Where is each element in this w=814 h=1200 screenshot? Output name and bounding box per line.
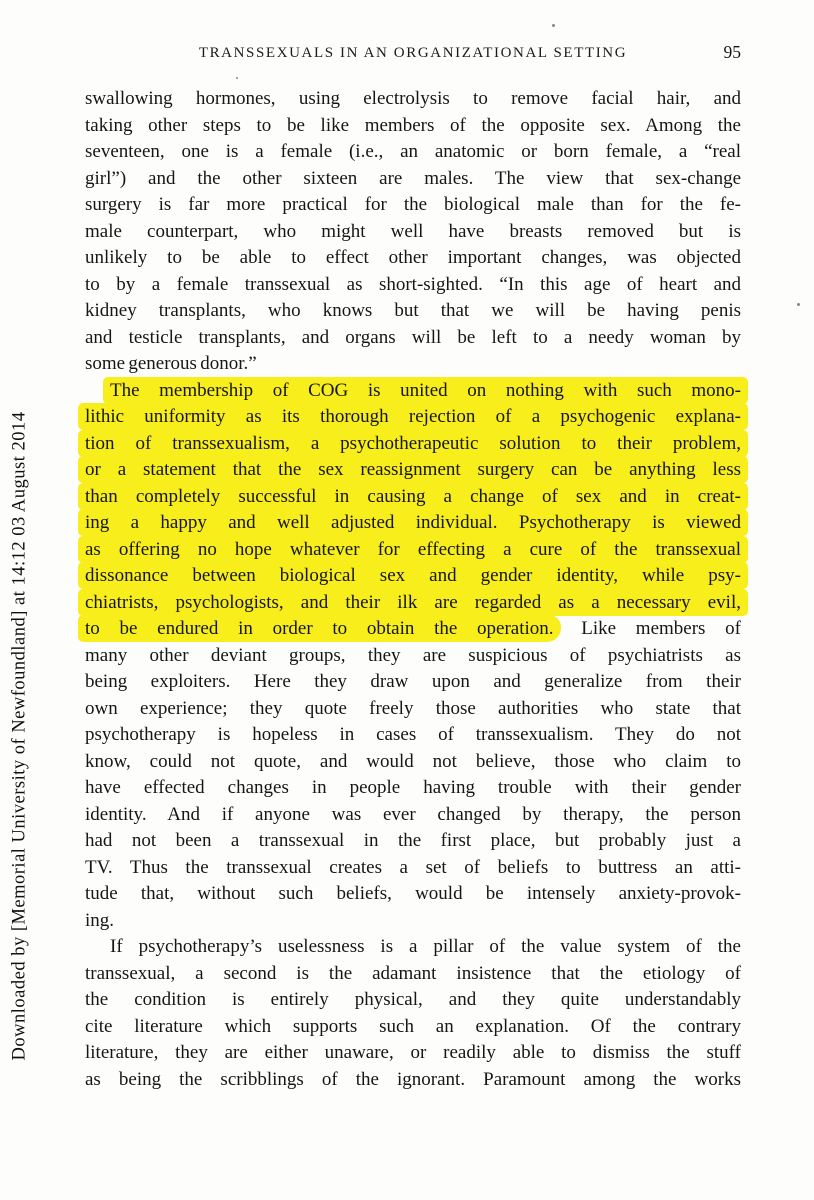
highlight: as offering no hope whatever for effecting a cure of the transsexual xyxy=(78,536,748,563)
text-line: and testicle transplants, and organs will be left to a needy woman by xyxy=(85,326,741,348)
text-line xyxy=(85,537,741,564)
text-line: seventeen, one is a female (i.e., an anatomic or born female, a “real xyxy=(85,141,741,162)
text-line: taking other steps to be like members of the opposite sex. Among the xyxy=(85,114,741,136)
text-line xyxy=(85,457,741,484)
text-line: TV. Thus the transsexual creates a set of beliefs to buttress an atti- xyxy=(85,856,741,878)
text-line: many other deviant groups, they are suspicious of psychiatrists as xyxy=(85,644,741,666)
text-line: transsexual, a second is the adamant insistence that the etiology of xyxy=(85,962,741,984)
download-watermark: Downloaded by [Memorial University of Newfoundland] at 14:12 03 August 2014 xyxy=(9,411,30,1061)
highlight: or a statement that the sex reassignment surgery can be anything less xyxy=(78,456,748,483)
highlight: ing a happy and well adjusted individual. Psychotherapy is viewed xyxy=(78,509,748,536)
text-line: the condition is entirely physical, and they quite understandably xyxy=(85,989,741,1010)
text-line: swallowing hormones, using electrolysis to remove facial hair, and xyxy=(85,88,741,109)
text-line xyxy=(85,378,741,405)
text-line: to by a female transsexual as short-sighted. “In this age of heart and xyxy=(85,273,741,295)
running-head: TRANSSEXUALS IN AN ORGANIZATIONAL SETTING xyxy=(198,45,628,61)
page-number: 95 xyxy=(723,42,741,62)
text-line: had not been a transsexual in the first place, but probably just a xyxy=(85,830,741,851)
highlight: dissonance between biological sex and gender identity, while psy- xyxy=(78,562,748,589)
text-line xyxy=(85,590,741,617)
text-line: unlikely to be able to effect other important changes, was objected xyxy=(85,247,741,268)
scan-speck xyxy=(552,24,555,27)
text-line: surgery is far more practical for the biological male than for the fe- xyxy=(85,194,741,215)
text-line: psychotherapy is hopeless in cases of transsexualism. They do not xyxy=(85,724,741,745)
highlight: lithic uniformity as its thorough rejection of a psychogenic explana- xyxy=(78,403,748,430)
highlight: than completely successful in causing a change of sex and in creat- xyxy=(78,483,748,510)
text-line: literature, they are either unaware, or readily able to dismiss the stuff xyxy=(85,1042,741,1063)
text-line: girl”) and the other sixteen are males. The view that sex-change xyxy=(85,167,741,189)
text-line xyxy=(85,404,741,431)
text-line xyxy=(85,484,741,511)
text-line: If psychotherapy’s uselessness is a pillar of the value system of the xyxy=(110,936,741,957)
text-line: have effected changes in people having trouble with their gender xyxy=(85,777,741,798)
text-line: kidney transplants, who knows but that we will be having penis xyxy=(85,300,741,321)
text-line: male counterpart, who might well have breasts removed but is xyxy=(85,220,741,242)
text-line: some generous donor.” xyxy=(85,353,257,374)
page-body xyxy=(85,86,741,1093)
text-line: identity. And if anyone was ever changed by therapy, the person xyxy=(85,803,741,825)
page-header xyxy=(85,44,741,62)
text-line: cite literature which supports such an explanation. Of the contrary xyxy=(85,1015,741,1037)
highlight: tion of transsexualism, a psychotherapeutic solution to their problem, xyxy=(78,430,748,457)
text-line: to be endured in order to obtain the operation. Like members of xyxy=(85,616,741,643)
text-line: ing. xyxy=(85,909,115,931)
highlight: chiatrists, psychologists, and their ilk are regarded as a necessary evil, xyxy=(78,589,748,616)
text-line: know, could not quote, and would not believe, those who claim to xyxy=(85,750,741,772)
text-line: being exploiters. Here they draw upon and generalize from their xyxy=(85,671,741,692)
text-line xyxy=(85,510,741,537)
scan-speck xyxy=(236,77,238,79)
text-line: own experience; they quote freely those authorities who state that xyxy=(85,697,741,719)
highlight: The membership of COG is united on nothing with such mono- xyxy=(103,377,748,404)
text-line: tude that, without such beliefs, would be intensely anxiety-provok- xyxy=(85,883,741,904)
scan-speck xyxy=(797,303,800,306)
text-line xyxy=(85,563,741,590)
text-line: as being the scribblings of the ignorant. Paramount among the works xyxy=(85,1068,741,1090)
text-line xyxy=(85,431,741,458)
highlight-end: to be endured in order to obtain the operation. xyxy=(78,615,561,642)
